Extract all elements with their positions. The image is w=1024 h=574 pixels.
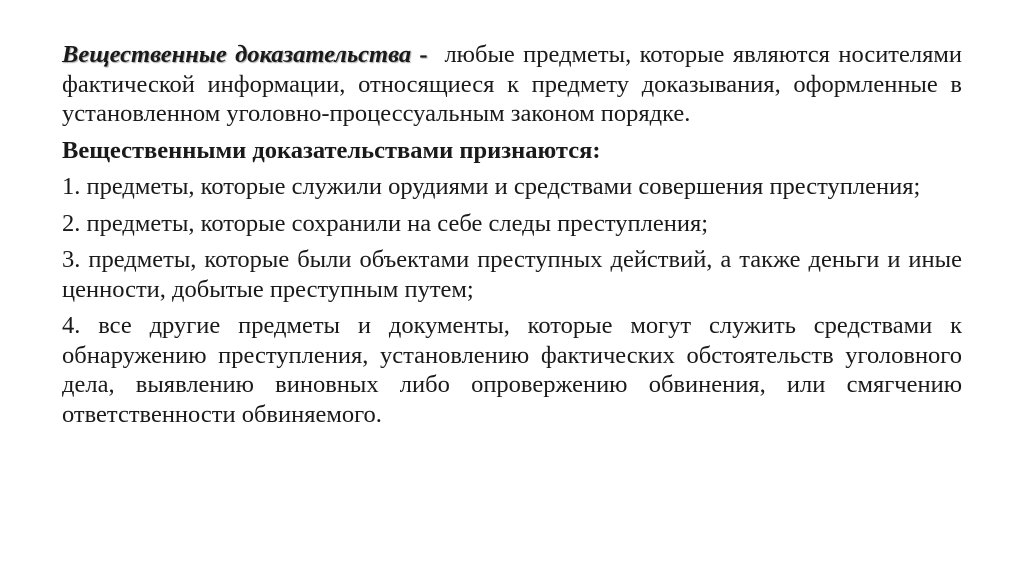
definition-term: Вещественные доказательства - [62,41,428,68]
definition-paragraph [62,40,962,129]
list-item-3: 3. предметы, которые были объектами преступных действий, а также деньги и иные ценности, добытые преступным путем; [62,246,962,303]
list-heading: Вещественными доказательствами признаются: [62,136,601,164]
list-item-1: 1. предметы, которые служили орудиями и средствами совершения преступления; [62,173,921,200]
slide-content [62,40,962,429]
list-item-2: 2. предметы, которые сохранили на себе следы преступления; [62,209,709,237]
list-item-4: 4. все другие предметы и документы, которые могут служить средствами к обнаружению преступления, установлению фактических обстоятельств уголовного дела, выявлению виновных либо опровержению обвинения, или смягчению ответственности обвиняемого. [62,312,962,428]
definition-text: любые предметы, которые являются носителями фактической информации, относящиеся к предмету доказывания, оформленные в установленном уголовно-процессуальным законом порядке. [62,41,962,127]
